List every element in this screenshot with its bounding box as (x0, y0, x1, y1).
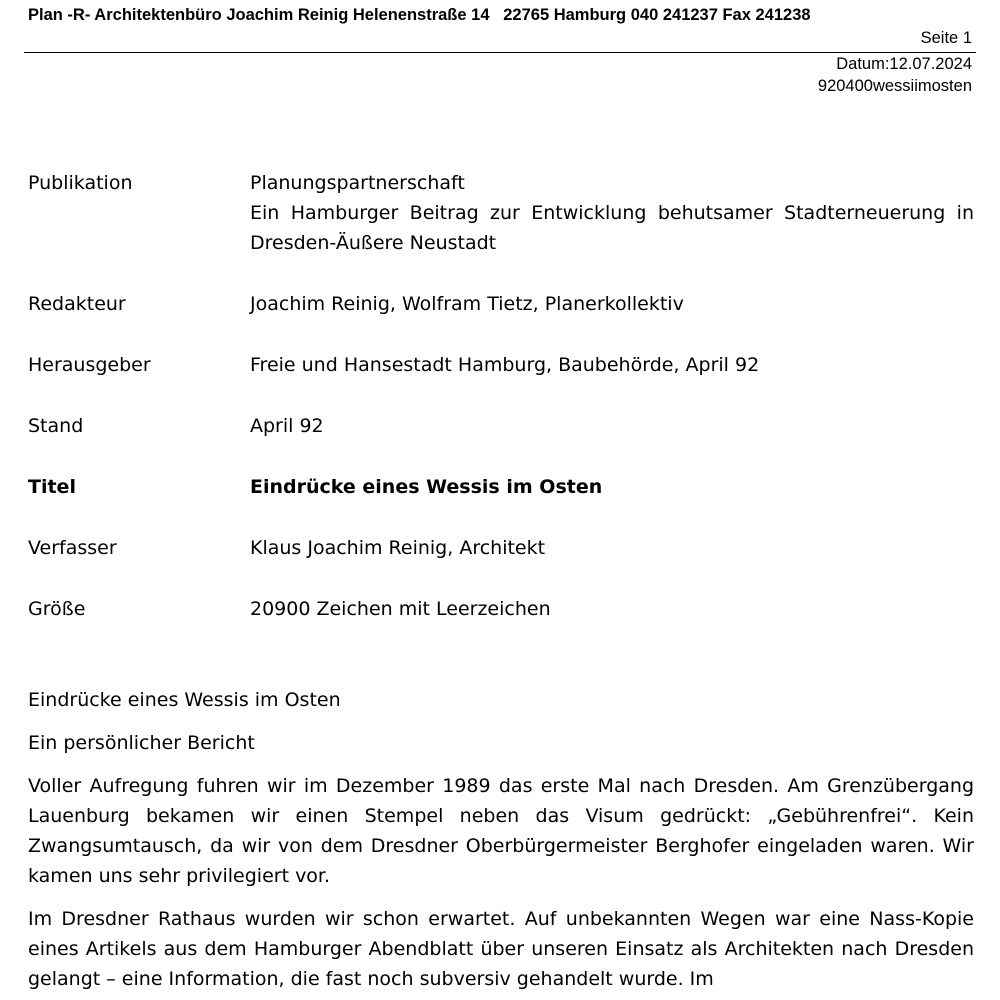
meta-label: Verfasser (28, 537, 117, 559)
meta-value: Freie und Hansestadt Hamburg, Baubehörde, April 92 (250, 354, 760, 376)
meta-row-titel (28, 472, 974, 502)
letterhead: Plan -R- Architektenbüro Joachim Reinig Helenenstraße 14 22765 Hamburg 040 241237 Fax 241238 (28, 6, 811, 24)
article-body (28, 685, 974, 1000)
article-title: Eindrücke eines Wessis im Osten (28, 689, 341, 711)
header-divider (24, 52, 976, 53)
meta-label: Stand (28, 415, 84, 437)
page-number: Seite 1 (920, 29, 972, 47)
meta-value: 20900 Zeichen mit Leerzeichen (250, 598, 551, 620)
meta-label: Publikation (28, 172, 133, 194)
publication-name: Planungspartnerschaft (250, 172, 465, 194)
article-paragraph: Im Dresdner Rathaus wurden wir schon erwartet. Auf unbekannten Wegen war eine Nass-Kopie eines Artikels aus dem Hamburger Abendblatt über unseren Einsatz als Architekten nach Dresden gelangt – eine Information, die fast noch subversiv gehandelt wurde. Im (28, 908, 974, 990)
meta-row-stand (28, 411, 974, 441)
meta-label: Größe (28, 598, 86, 620)
meta-row-publikation (28, 168, 974, 258)
meta-value: Klaus Joachim Reinig, Architekt (250, 537, 546, 559)
document-id: 920400wessiimosten (817, 77, 972, 95)
metadata-table (28, 168, 974, 655)
article-paragraph: Voller Aufregung fuhren wir im Dezember 1989 das erste Mal nach Dresden. Am Grenzübergang Lauenburg bekamen wir einen Stempel neben das Visum gedrückt: „Gebührenfrei“. Kein Zwangsumtausch, da wir von dem Dresdner Oberbürgermeister Berghofer eingeladen waren. Wir kamen uns sehr privilegiert vor. (28, 775, 974, 887)
meta-label: Redakteur (28, 293, 126, 315)
meta-label: Titel (28, 476, 76, 498)
meta-value: Joachim Reinig, Wolfram Tietz, Planerkollektiv (250, 293, 684, 315)
meta-label: Herausgeber (28, 354, 151, 376)
publication-subtitle: Ein Hamburger Beitrag zur Entwicklung behutsamer Stadterneuerung in Dresden-Äußere Neustadt (250, 202, 974, 254)
meta-value (250, 168, 974, 258)
meta-value: April 92 (250, 415, 324, 437)
meta-row-herausgeber (28, 350, 974, 380)
meta-row-verfasser (28, 533, 974, 563)
document-date: Datum:12.07.2024 (836, 55, 972, 73)
article-subtitle: Ein persönlicher Bericht (28, 732, 255, 754)
meta-row-redakteur (28, 289, 974, 319)
meta-value: Eindrücke eines Wessis im Osten (250, 476, 603, 498)
meta-row-groesse (28, 594, 974, 624)
